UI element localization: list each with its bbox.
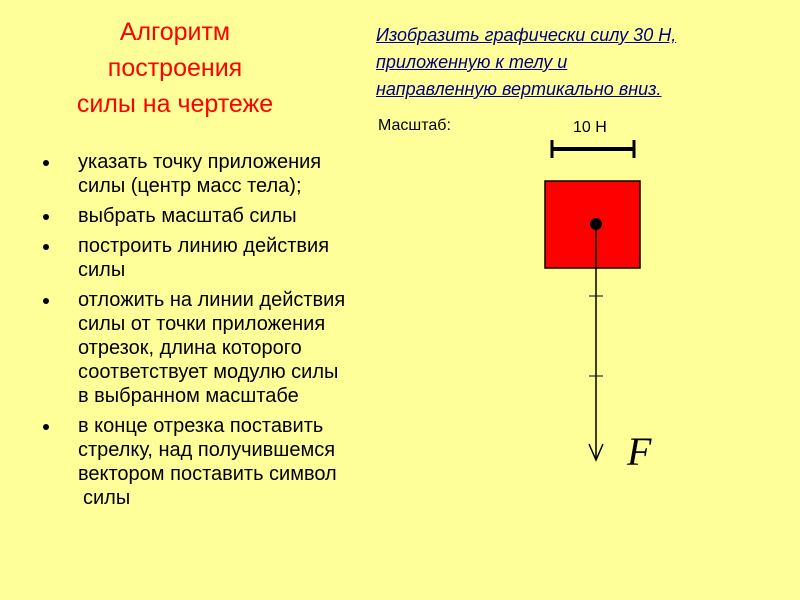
step-tail: силы [83, 487, 131, 509]
step-line: силы [78, 259, 126, 281]
scale-bar [552, 140, 634, 158]
scale-label: Масштаб: [378, 117, 451, 134]
step-line: отрезок, длина которого [78, 337, 302, 359]
step-line: вектором поставить символ [78, 463, 337, 485]
step-line: построить линию действия [78, 235, 330, 257]
task-line: приложенную к телу и [376, 52, 568, 72]
step-line: в выбранном масштабе [78, 385, 299, 407]
force-symbol: F [627, 429, 652, 474]
step-line: силы (центр масс тела); [78, 175, 302, 197]
scale-value: 10 Н [573, 119, 607, 136]
step-line: в конце отрезка поставить [78, 415, 324, 437]
step-line: указать точку приложения [78, 151, 322, 173]
step-line: силы от точки приложения [78, 313, 326, 335]
application-point [590, 218, 602, 230]
step-line: стрелку, над получившемся [78, 439, 336, 461]
step-line: выбрать масштаб силы [78, 205, 297, 227]
task-line: Изобразить графически силу 30 Н, [376, 25, 677, 45]
step-line: отложить на линии действия [78, 289, 346, 311]
title-line: силы на чертеже [76, 90, 274, 118]
title-line: Алгоритм [119, 18, 231, 46]
title-line: построения [107, 54, 243, 82]
task-line: направленную вертикально вниз. [376, 79, 662, 99]
step-line: соответствует модулю силы [78, 361, 339, 383]
